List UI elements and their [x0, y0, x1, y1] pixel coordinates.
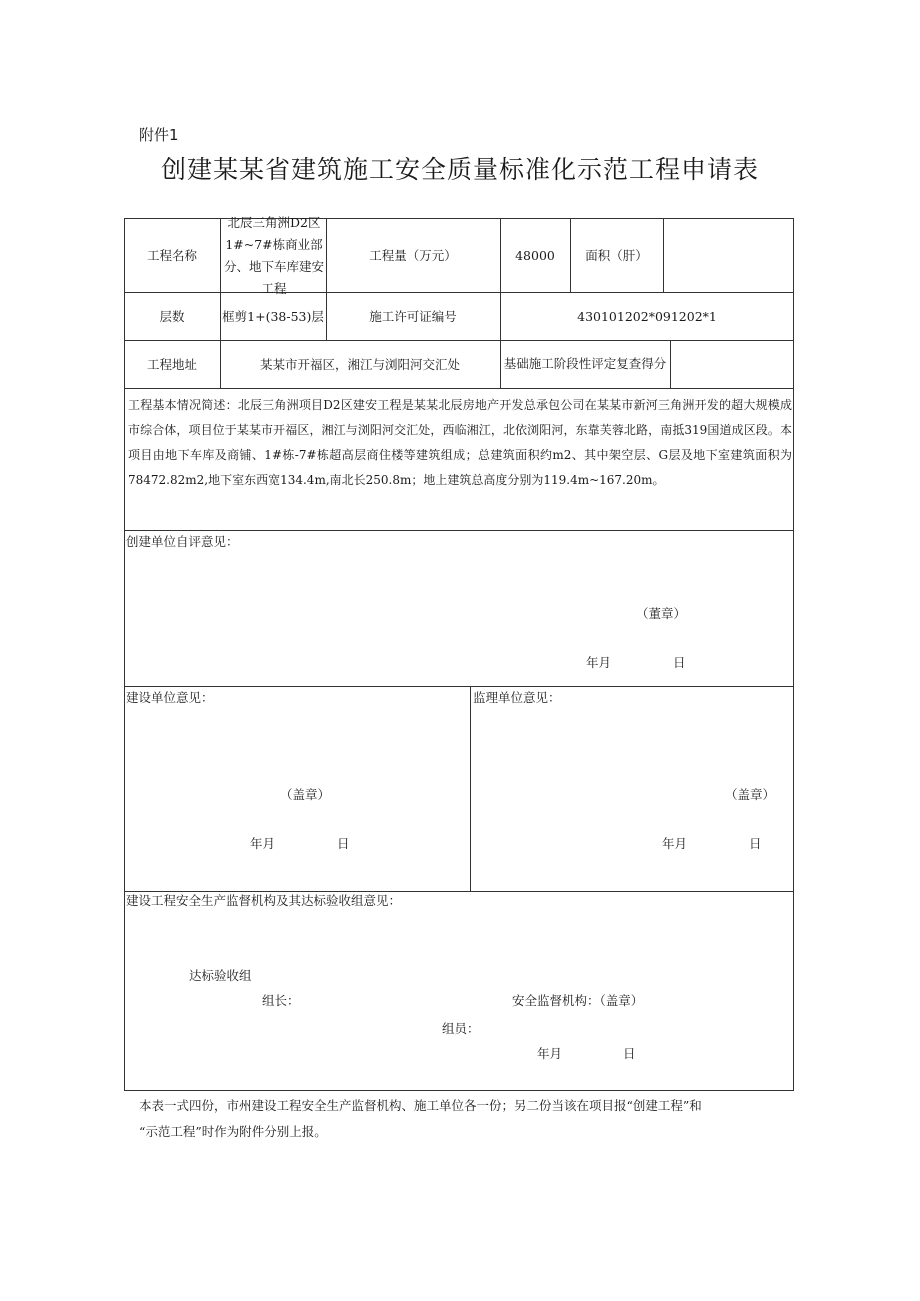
self-eval-seal: （董章）: [636, 606, 687, 621]
area-label: 面积（肝）: [585, 247, 648, 263]
self-eval-date-ym: 年月: [586, 655, 612, 670]
self-eval-label: 创建单位自评意见：: [126, 534, 239, 549]
column-divider: [470, 686, 471, 891]
score-label: 基础施工阶段性评定复查得分: [503, 356, 667, 371]
builder-opinion-label: 建设单位意见：: [126, 690, 214, 705]
group-leader-label: 组长：: [262, 993, 300, 1008]
address-value: 某某市开福区，湘江与浏阳河交汇处: [259, 356, 460, 372]
safety-agency-seal: 安全监督机构：（盖章）: [512, 993, 644, 1008]
volume-value: 48000: [515, 247, 555, 263]
project-name-label: 工程名称: [146, 247, 197, 263]
authority-opinion-label: 建设工程安全生产监督机构及其达标验收组意见：: [126, 893, 402, 908]
project-summary: 工程基本情况简述：北辰三角洲项目D2区建安工程是某某北辰房地产开发总承包公司在某某市新河三角洲开发的超大规模成市综合体，项目位于某某市开福区，湘江与浏阳河交汇处，西临湘江，北依浏阳河，东靠芙蓉北路，南抵319国道成区段。本项目由地下车库及商铺、1#栋-7#栋超高层商住楼等建筑组成；总建筑面积约m2、其中架空层、G层及地下室建筑面积为78472.82m2,地下室东西宽134.4m,南北长250.8m；地上建筑总高度分别为119.4m~167.20m。: [128, 398, 792, 487]
acceptance-group-label: 达标验收组: [189, 968, 252, 983]
row-divider: [124, 686, 794, 687]
row-divider: [124, 388, 794, 389]
address-label: 工程地址: [146, 356, 197, 372]
score-value[interactable]: [670, 340, 794, 388]
supervisor-seal: （盖章）: [725, 787, 776, 802]
form-title: 创建某某省建筑施工安全质量标准化示范工程申请表: [160, 155, 759, 184]
builder-seal: （盖章）: [280, 787, 331, 802]
authority-date-ym: 年月: [537, 1046, 563, 1061]
group-member-label: 组员：: [442, 1021, 480, 1036]
permit-value: 430101202*091202*1: [577, 308, 717, 324]
authority-date-d: 日: [623, 1046, 636, 1061]
self-eval-date-d: 日: [673, 655, 686, 670]
project-name-value: 北辰三角洲D2区1#~7#栋商业部分、地下车库建安工程: [223, 215, 324, 296]
supervisor-opinion-label: 监理单位意见：: [473, 690, 561, 705]
volume-label: 工程量（万元）: [369, 247, 457, 263]
footnote-line-2: “示范工程”时作为附件分别上报。: [139, 1124, 327, 1139]
application-form: [124, 215, 794, 1091]
builder-date-d: 日: [337, 836, 350, 851]
supervisor-date-ym: 年月: [662, 836, 688, 851]
permit-label: 施工许可证编号: [369, 308, 457, 324]
footnote-line-1: 本表一式四份，市州建设工程安全生产监督机构、施工单位各一份；另二份当该在项目报“创建工程”和: [139, 1098, 702, 1113]
builder-date-ym: 年月: [250, 836, 276, 851]
supervisor-date-d: 日: [749, 836, 762, 851]
floors-label: 层数: [159, 308, 185, 324]
attachment-label: 附件1: [139, 126, 179, 144]
area-value[interactable]: [663, 218, 794, 292]
footnote: [139, 1093, 759, 1145]
floors-value: 框剪1+(38-53)层: [222, 308, 324, 324]
